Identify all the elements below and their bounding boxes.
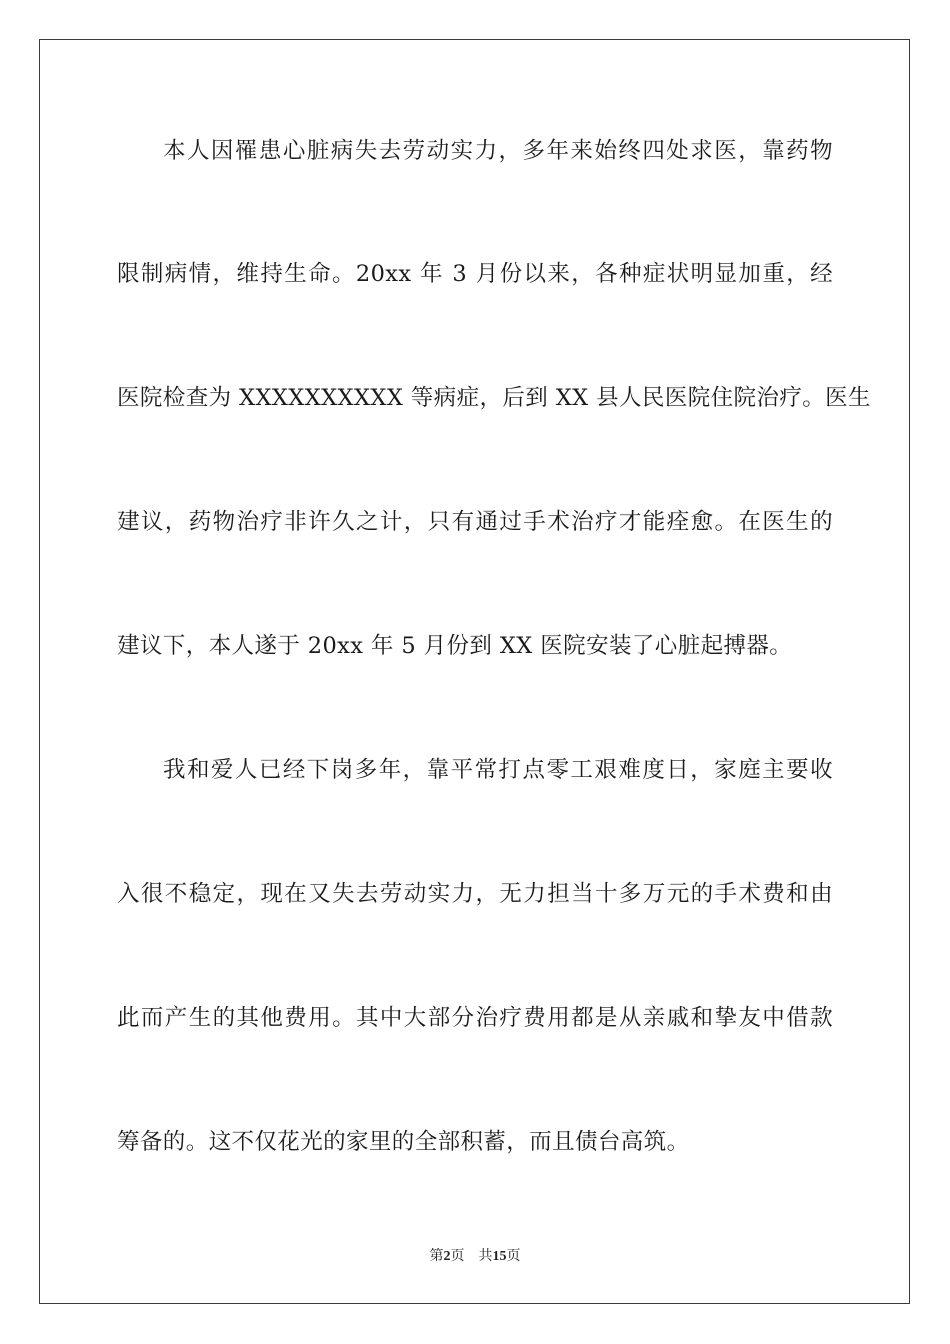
page-suffix: 页 [450,1248,465,1264]
text-line: 入很不稳定，现在又失去劳动实力，无力担当十多万元的手术费和由 [117,881,833,907]
page-frame [39,39,910,1304]
total-suffix: 页 [506,1248,521,1264]
total-prefix: 共 [478,1248,493,1264]
page-number: 2 [443,1249,451,1264]
text-line: 限制病情，维持生命。20xx 年 3 月份以来，各种症状明显加重，经 [117,261,833,287]
text-line: 医院检查为 XXXXXXXXXX 等病症，后到 XX 县人民医院住院治疗。医生 [117,385,871,411]
text-line: 我和爱人已经下岗多年，靠平常打点零工艰难度日，家庭主要收 [163,757,833,783]
total-pages: 15 [492,1249,507,1264]
text-line: 筹备的。这不仅花光的家里的全部积蓄，而且债台高筑。 [117,1129,690,1155]
text-line: 此而产生的其他费用。其中大部分治疗费用都是从亲戚和挚友中借款 [117,1005,833,1031]
text-line: 建议，药物治疗非许久之计，只有通过手术治疗才能痊愈。在医生的 [117,509,833,535]
text-line: 本人因罹患心脏病失去劳动实力，多年来始终四处求医，靠药物 [163,138,833,164]
page-prefix: 第 [429,1248,444,1264]
page-footer [0,1247,950,1266]
text-line: 建议下，本人遂于 20xx 年 5 月份到 XX 医院安装了心脏起搏器。 [117,633,793,659]
